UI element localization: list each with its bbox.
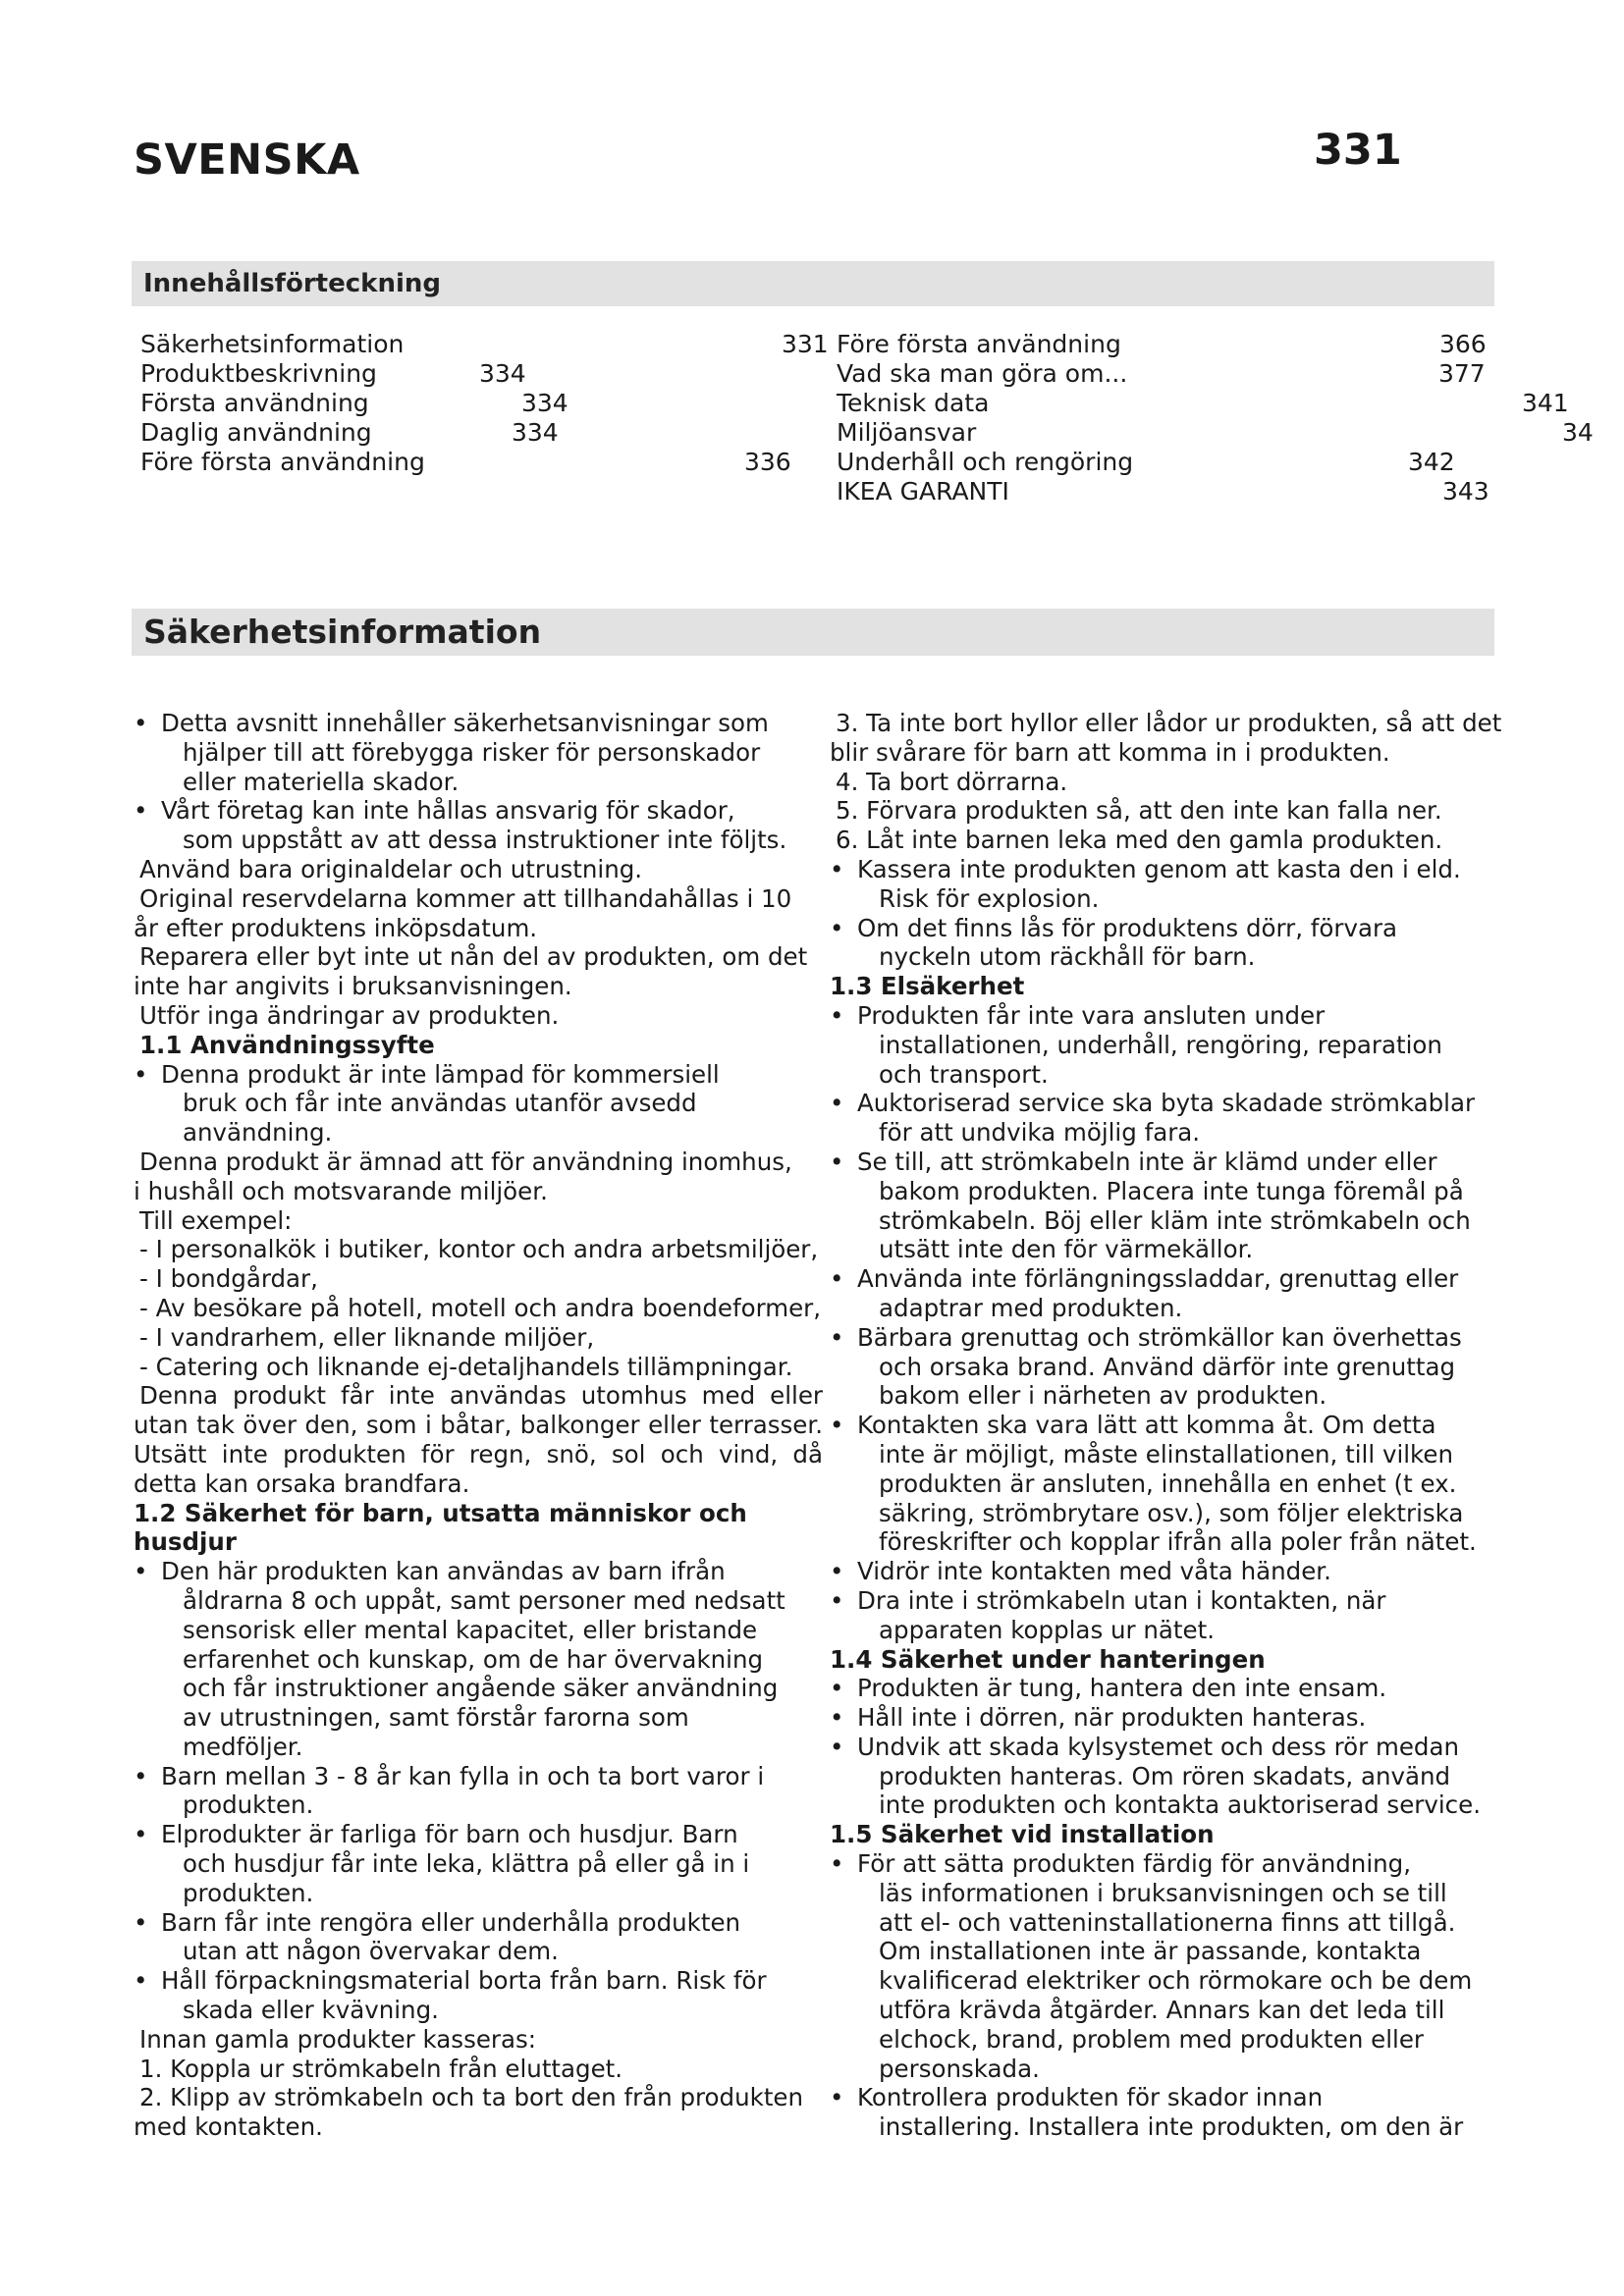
paragraph-line: 4. Ta bort dörrarna. [836, 767, 1068, 796]
paragraph-line: Använd bara originaldelar och utrustning. [139, 854, 643, 883]
toc-entry-label[interactable]: Säkerhetsinformation [140, 330, 405, 358]
paragraph-line: år efter produktens inköpsdatum. [134, 913, 538, 942]
toc-entry-page: 366 [1439, 330, 1487, 358]
bullet-item: • Produkten är tung, hantera den inte ensam. [830, 1674, 1507, 1703]
toc-entry-page: 334 [521, 389, 568, 417]
bullet-item: • Använda inte förlängningssladdar, grenuttag eller adaptrar med produkten. [830, 1264, 1507, 1323]
toc-entry-page: 336 [744, 448, 791, 476]
bullet-item: • Kontakten ska vara lätt att komma åt. Om detta inte är möjligt, måste elinstallationen, till vilken produkten är ansluten, innehålla en enhet (t ex. säkring, strömbrytare osv.), som följer elektriska föreskrifter och kopplar ifrån alla poler från nätet. [830, 1411, 1507, 1557]
paragraph-line: Utför inga ändringar av produkten. [139, 1000, 560, 1030]
subsection-heading: 1.5 Säkerhet vid installation [830, 1820, 1215, 1849]
subsection-heading: husdjur [134, 1527, 237, 1557]
bullet-item: • Barn mellan 3 - 8 år kan fylla in och ta bort varor i produkten. [134, 1762, 823, 1821]
paragraph-line: Innan gamla produkter kasseras: [139, 2024, 537, 2054]
toc-entry-label[interactable]: Före första användning [140, 448, 425, 476]
bullet-item: • Bärbara grenuttag och strömkällor kan överhettas och orsaka brand. Använd därför inte grenuttag bakom eller i närheten av produkten. [830, 1323, 1507, 1411]
subsection-heading: 1.2 Säkerhet för barn, utsatta människor och [134, 1498, 747, 1527]
bullet-item: • Detta avsnitt innehåller säkerhetsanvisningar som hjälper till att förebygga risker för personskador eller materiella skador. [134, 709, 823, 796]
bullet-item: • Barn får inte rengöra eller underhålla produkten utan att någon övervakar dem. [134, 1908, 823, 1967]
bullet-item: • Håll inte i dörren, när produkten hanteras. [830, 1703, 1507, 1733]
subsection-heading: 1.1 Användningssyfte [139, 1030, 435, 1059]
page-number: 331 [1314, 126, 1402, 175]
paragraph-line: Till exempel: [139, 1205, 293, 1235]
paragraph-line: inte har angivits i bruksanvisningen. [134, 972, 572, 1001]
toc-entry-page: 331 [782, 330, 829, 358]
paragraph: Denna produkt får inte användas utomhus med eller utan tak över den, som i båtar, balkonger eller terrasser. Utsätt inte produkten för regn, snö, sol och vind, då detta kan orsaka brandfara. [134, 1381, 823, 1498]
paragraph-line: Denna produkt är ämnad att för användning inomhus, [139, 1147, 792, 1176]
toc-entry-label[interactable]: Produktbeskrivning [140, 359, 377, 388]
toc-entry-label[interactable]: Före första användning [837, 330, 1121, 358]
toc-entry-label[interactable]: Teknisk data [837, 389, 990, 417]
bullet-item: • Undvik att skada kylsystemet och dess rör medan produkten hanteras. Om rören skadats, använd inte produkten och kontakta auktoriserad service. [830, 1733, 1507, 1820]
toc-entry-page: 334 [479, 359, 526, 388]
toc-title: Innehållsförteckning [132, 261, 1494, 306]
subsection-heading: 1.3 Elsäkerhet [830, 972, 1025, 1001]
section-title: Säkerhetsinformation [132, 609, 1494, 656]
bullet-item: • Se till, att strömkabeln inte är klämd under eller bakom produkten. Placera inte tunga föremål på strömkabeln. Böj eller kläm inte strömkabeln och utsätt inte den för värmekällor. [830, 1148, 1507, 1264]
toc-entry-label[interactable]: Daglig användning [140, 418, 372, 447]
toc-entry-page: 343 [1442, 477, 1489, 506]
language-heading: SVENSKA [134, 135, 360, 185]
bullet-item: • Den här produkten kan användas av barn ifrån åldrarna 8 och uppåt, samt personer med nedsatt sensorisk eller mental kapacitet, eller bristande erfarenhet och kunskap, om de har övervakning och får instruktioner angående säker användning av utrustningen, samt förstår farorna som medföljer. [134, 1557, 823, 1762]
toc-entry-page: 334 [512, 418, 559, 447]
paragraph-line: - Catering och liknande ej-detaljhandels tillämpningar. [139, 1352, 793, 1381]
toc-entry-page: 342 [1408, 448, 1455, 476]
toc-entry-page: 377 [1438, 359, 1486, 388]
paragraph-line: i hushåll och motsvarande miljöer. [134, 1176, 548, 1205]
bullet-item: • Vidrör inte kontakten med våta händer. [830, 1557, 1507, 1586]
right-text-column [830, 709, 1507, 2142]
paragraph-line: Original reservdelarna kommer att tillhandahållas i 10 [139, 883, 792, 913]
toc-entry-label[interactable]: Miljöansvar [837, 418, 977, 447]
bullet-item: • Produkten får inte vara ansluten under installationen, underhåll, rengöring, reparation och transport. [830, 1001, 1507, 1089]
paragraph-line: - Av besökare på hotell, motell och andra boendeformer, [139, 1293, 822, 1322]
bullet-item: • Kassera inte produkten genom att kasta den i eld. Risk för explosion. [830, 855, 1507, 914]
subsection-heading: 1.4 Säkerhet under hanteringen [830, 1644, 1266, 1674]
toc-entry-label[interactable]: Vad ska man göra om... [837, 359, 1128, 388]
paragraph-line: - I vandrarhem, eller liknande miljöer, [139, 1322, 595, 1352]
paragraph-line: 3. Ta inte bort hyllor eller lådor ur produkten, så att det [836, 709, 1502, 737]
toc-entry-page: 341 [1522, 389, 1569, 417]
left-text-column [134, 709, 823, 2142]
paragraph-line: 1. Koppla ur strömkabeln från eluttaget. [139, 2054, 623, 2083]
bullet-item: • För att sätta produkten färdig för användning, läs informationen i bruksanvisningen och se till att el- och vatteninstallationerna finns att tillgå. Om installationen inte är passande, kontakta kvalificerad elektriker och rörmokare och be dem utföra krävda åtgärder. Annars kan det leda till elchock, brand, problem med produkten eller personskada. [830, 1849, 1507, 2083]
bullet-item: • Elprodukter är farliga för barn och husdjur. Barn och husdjur får inte leka, klättra på eller gå in i produkten. [134, 1820, 823, 1907]
paragraph-line: 6. Låt inte barnen leka med den gamla produkten. [836, 826, 1443, 855]
toc-entry-label[interactable]: Första användning [140, 389, 369, 417]
toc-entry-page: 34 [1562, 418, 1594, 447]
paragraph-line: med kontakten. [134, 2112, 323, 2142]
bullet-item: • Vårt företag kan inte hållas ansvarig för skador, som uppstått av att dessa instruktioner inte följts. [134, 796, 823, 855]
toc-entry-label[interactable]: IKEA GARANTI [837, 477, 1009, 506]
paragraph-line: Reparera eller byt inte ut nån del av produkten, om det [139, 942, 808, 972]
toc-entry-label[interactable]: Underhåll och rengöring [837, 448, 1134, 476]
paragraph-line: - I bondgårdar, [139, 1264, 318, 1294]
bullet-item: • Auktoriserad service ska byta skadade strömkablar för att undvika möjlig fara. [830, 1089, 1507, 1148]
bullet-item: • Håll förpackningsmaterial borta från barn. Risk för skada eller kvävning. [134, 1966, 823, 2025]
paragraph-line: - I personalkök i butiker, kontor och andra arbetsmiljöer, [139, 1235, 819, 1264]
paragraph-line: blir svårare för barn att komma in i produkten. [830, 737, 1390, 767]
bullet-item: • Om det finns lås för produktens dörr, förvara nyckeln utom räckhåll för barn. [830, 914, 1507, 973]
paragraph-line: 5. Förvara produkten så, att den inte kan falla ner. [836, 796, 1442, 826]
bullet-item: • Dra inte i strömkabeln utan i kontakten, när apparaten kopplas ur nätet. [830, 1586, 1507, 1645]
bullet-item: • Kontrollera produkten för skador innan installering. Installera inte produkten, om den är [830, 2083, 1507, 2142]
paragraph-line: 2. Klipp av strömkabeln och ta bort den från produkten [139, 2083, 804, 2112]
bullet-item: • Denna produkt är inte lämpad för kommersiell bruk och får inte användas utanför avsedd användning. [134, 1060, 823, 1148]
